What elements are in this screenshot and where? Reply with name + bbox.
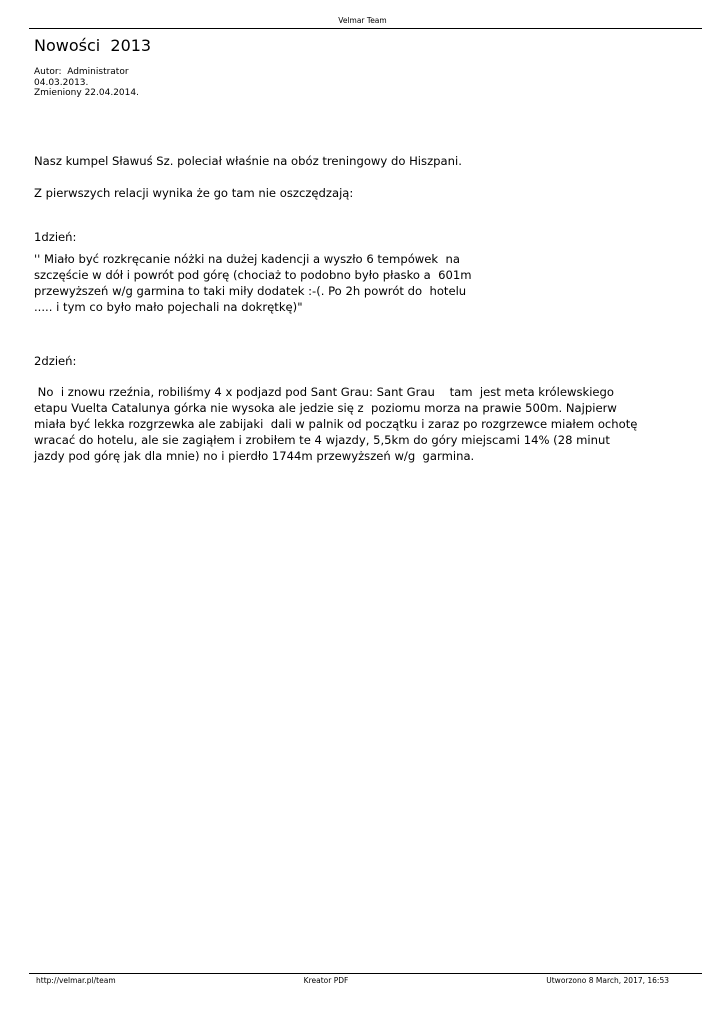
day2-heading: 2dzień:: [34, 354, 77, 368]
day2-line: jazdy pod górę jak dla mnie) no i pierdło 1744m przewyższeń w/g garmina.: [34, 449, 475, 463]
article-body: [34, 153, 694, 464]
paragraph-intro2: Z pierwszych relacji wynika że go tam nie oszczędzają:: [34, 186, 354, 200]
footer-url-link[interactable]: http://velmar.pl/team: [36, 976, 116, 985]
page-footer: [0, 976, 725, 986]
author-line: Autor: Administrator: [34, 67, 129, 77]
day1-line: przewyższeń w/g garmina to taki miły dodatek :-(. Po 2h powrót do hotelu: [34, 284, 467, 298]
day1-line: ..... i tym co było mało pojechali na dokrętkę)": [34, 300, 303, 314]
day2-line: wracać do hotelu, ale sie zagiąłem i zrobiłem te 4 wjazdy, 5,5km do góry miejscami 14% (28 minut: [34, 433, 610, 447]
day1-line: '' Miało być rozkręcanie nóżki na dużej kadencji a wyszło 6 tempówek na: [34, 252, 460, 266]
date-created: 04.03.2013.: [34, 77, 89, 88]
date-modified: Zmieniony 22.04.2014.: [34, 88, 139, 98]
day1-heading: 1dzień:: [34, 230, 77, 244]
paragraph-intro: Nasz kumpel Sławuś Sz. poleciał właśnie na obóz treningowy do Hiszpani.: [34, 154, 462, 168]
footer-created-date: Utworzono 8 March, 2017, 16:53: [546, 976, 669, 985]
day2-line: No i znowu rzeźnia, robiliśmy 4 x podjazd pod Sant Grau: Sant Grau tam jest meta królewskiego: [34, 385, 615, 399]
site-header-title: Velmar Team: [338, 16, 387, 25]
page-title: Nowości 2013: [34, 36, 152, 55]
day2-line: etapu Vuelta Catalunya górka nie wysoka ale jedzie się z poziomu morza na prawie 500m. Najpierw: [34, 401, 617, 415]
article-meta: [34, 67, 139, 99]
footer-generator: Kreator PDF: [303, 976, 349, 985]
day1-line: szczęście w dół i powrót pod górę (chociaż to podobno było płasko a 601m: [34, 268, 472, 282]
header-divider: [29, 28, 702, 29]
day2-line: miała być lekka rozgrzewka ale zabijaki dali w palnik od początku i zaraz po rozgrzewce miałem ochotę: [34, 417, 638, 431]
footer-divider: [29, 973, 702, 974]
